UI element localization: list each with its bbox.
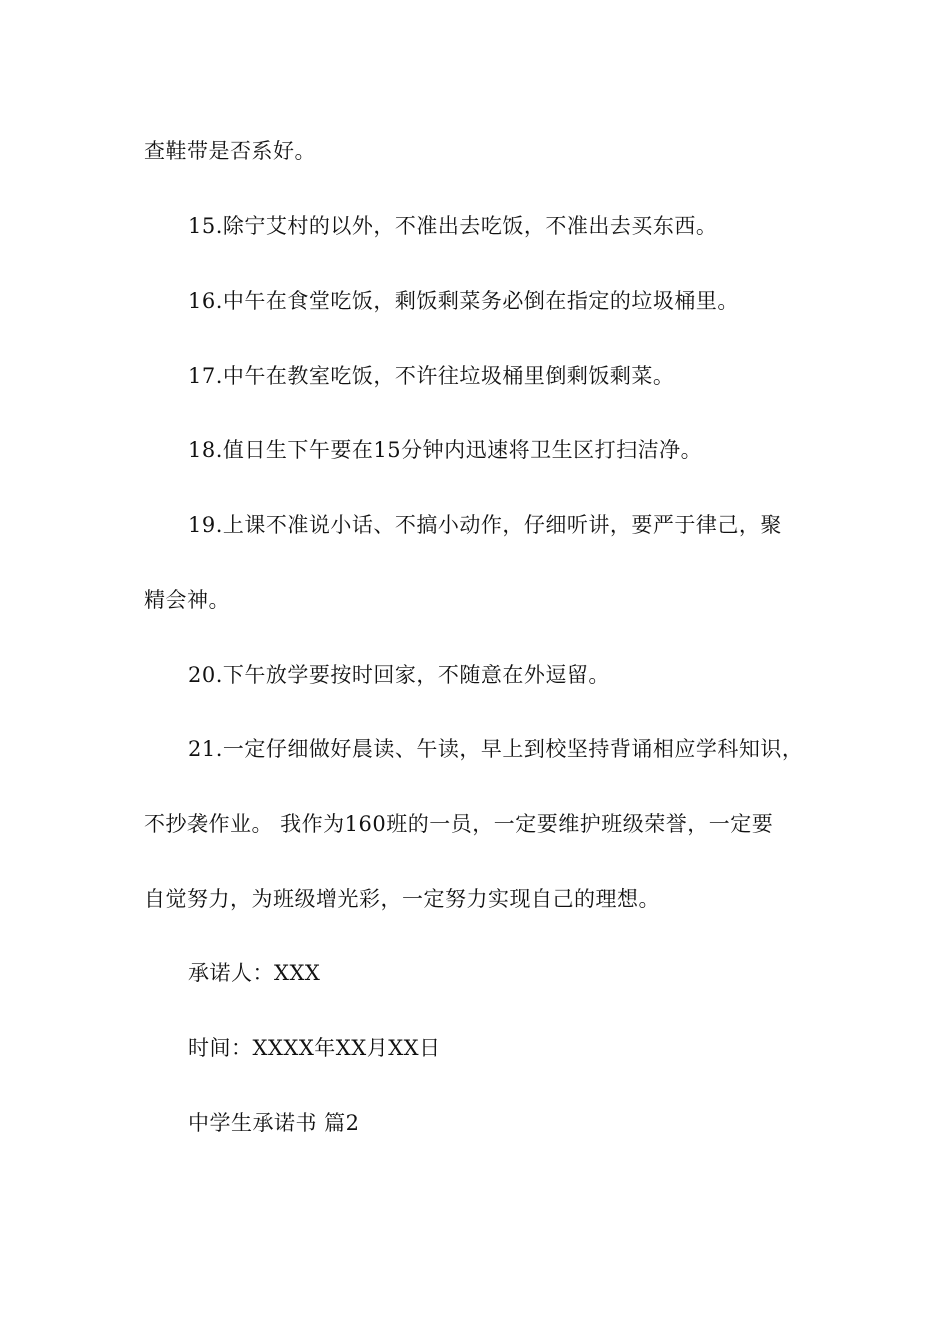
date-line: 时间：XXXX年XX月XX日 — [188, 1036, 441, 1060]
closing-statement: 自觉努力，为班级增光彩，一定努力实现自己的理想。 — [144, 887, 660, 911]
promisor-signature: 承诺人：XXX — [188, 961, 321, 985]
rule-item-16: 16.中午在食堂吃饭，剩饭剩菜务必倒在指定的垃圾桶里。 — [188, 289, 739, 313]
text-line-continuation: 查鞋带是否系好。 — [144, 139, 316, 163]
rule-item-18: 18.值日生下午要在15分钟内迅速将卫生区打扫洁净。 — [188, 438, 703, 462]
rule-item-15: 15.除宁艾村的以外，不准出去吃饭，不准出去买东西。 — [188, 214, 718, 238]
rule-item-17: 17.中午在教室吃饭，不许往垃圾桶里倒剩饭剩菜。 — [188, 364, 675, 388]
rule-item-21-continuation: 不抄袭作业。 我作为160班的一员，一定要维护班级荣誉，一定要 — [144, 812, 774, 836]
rule-item-20: 20.下午放学要按时回家，不随意在外逗留。 — [188, 663, 610, 687]
rule-item-19: 19.上课不准说小话、不搞小动作，仔细听讲，要严于律己，聚 — [188, 513, 782, 537]
rule-item-21: 21.一定仔细做好晨读、午读，早上到校坚持背诵相应学科知识， — [188, 737, 804, 761]
rule-item-19-continuation: 精会神。 — [144, 588, 230, 612]
section-heading: 中学生承诺书 篇2 — [188, 1111, 360, 1135]
